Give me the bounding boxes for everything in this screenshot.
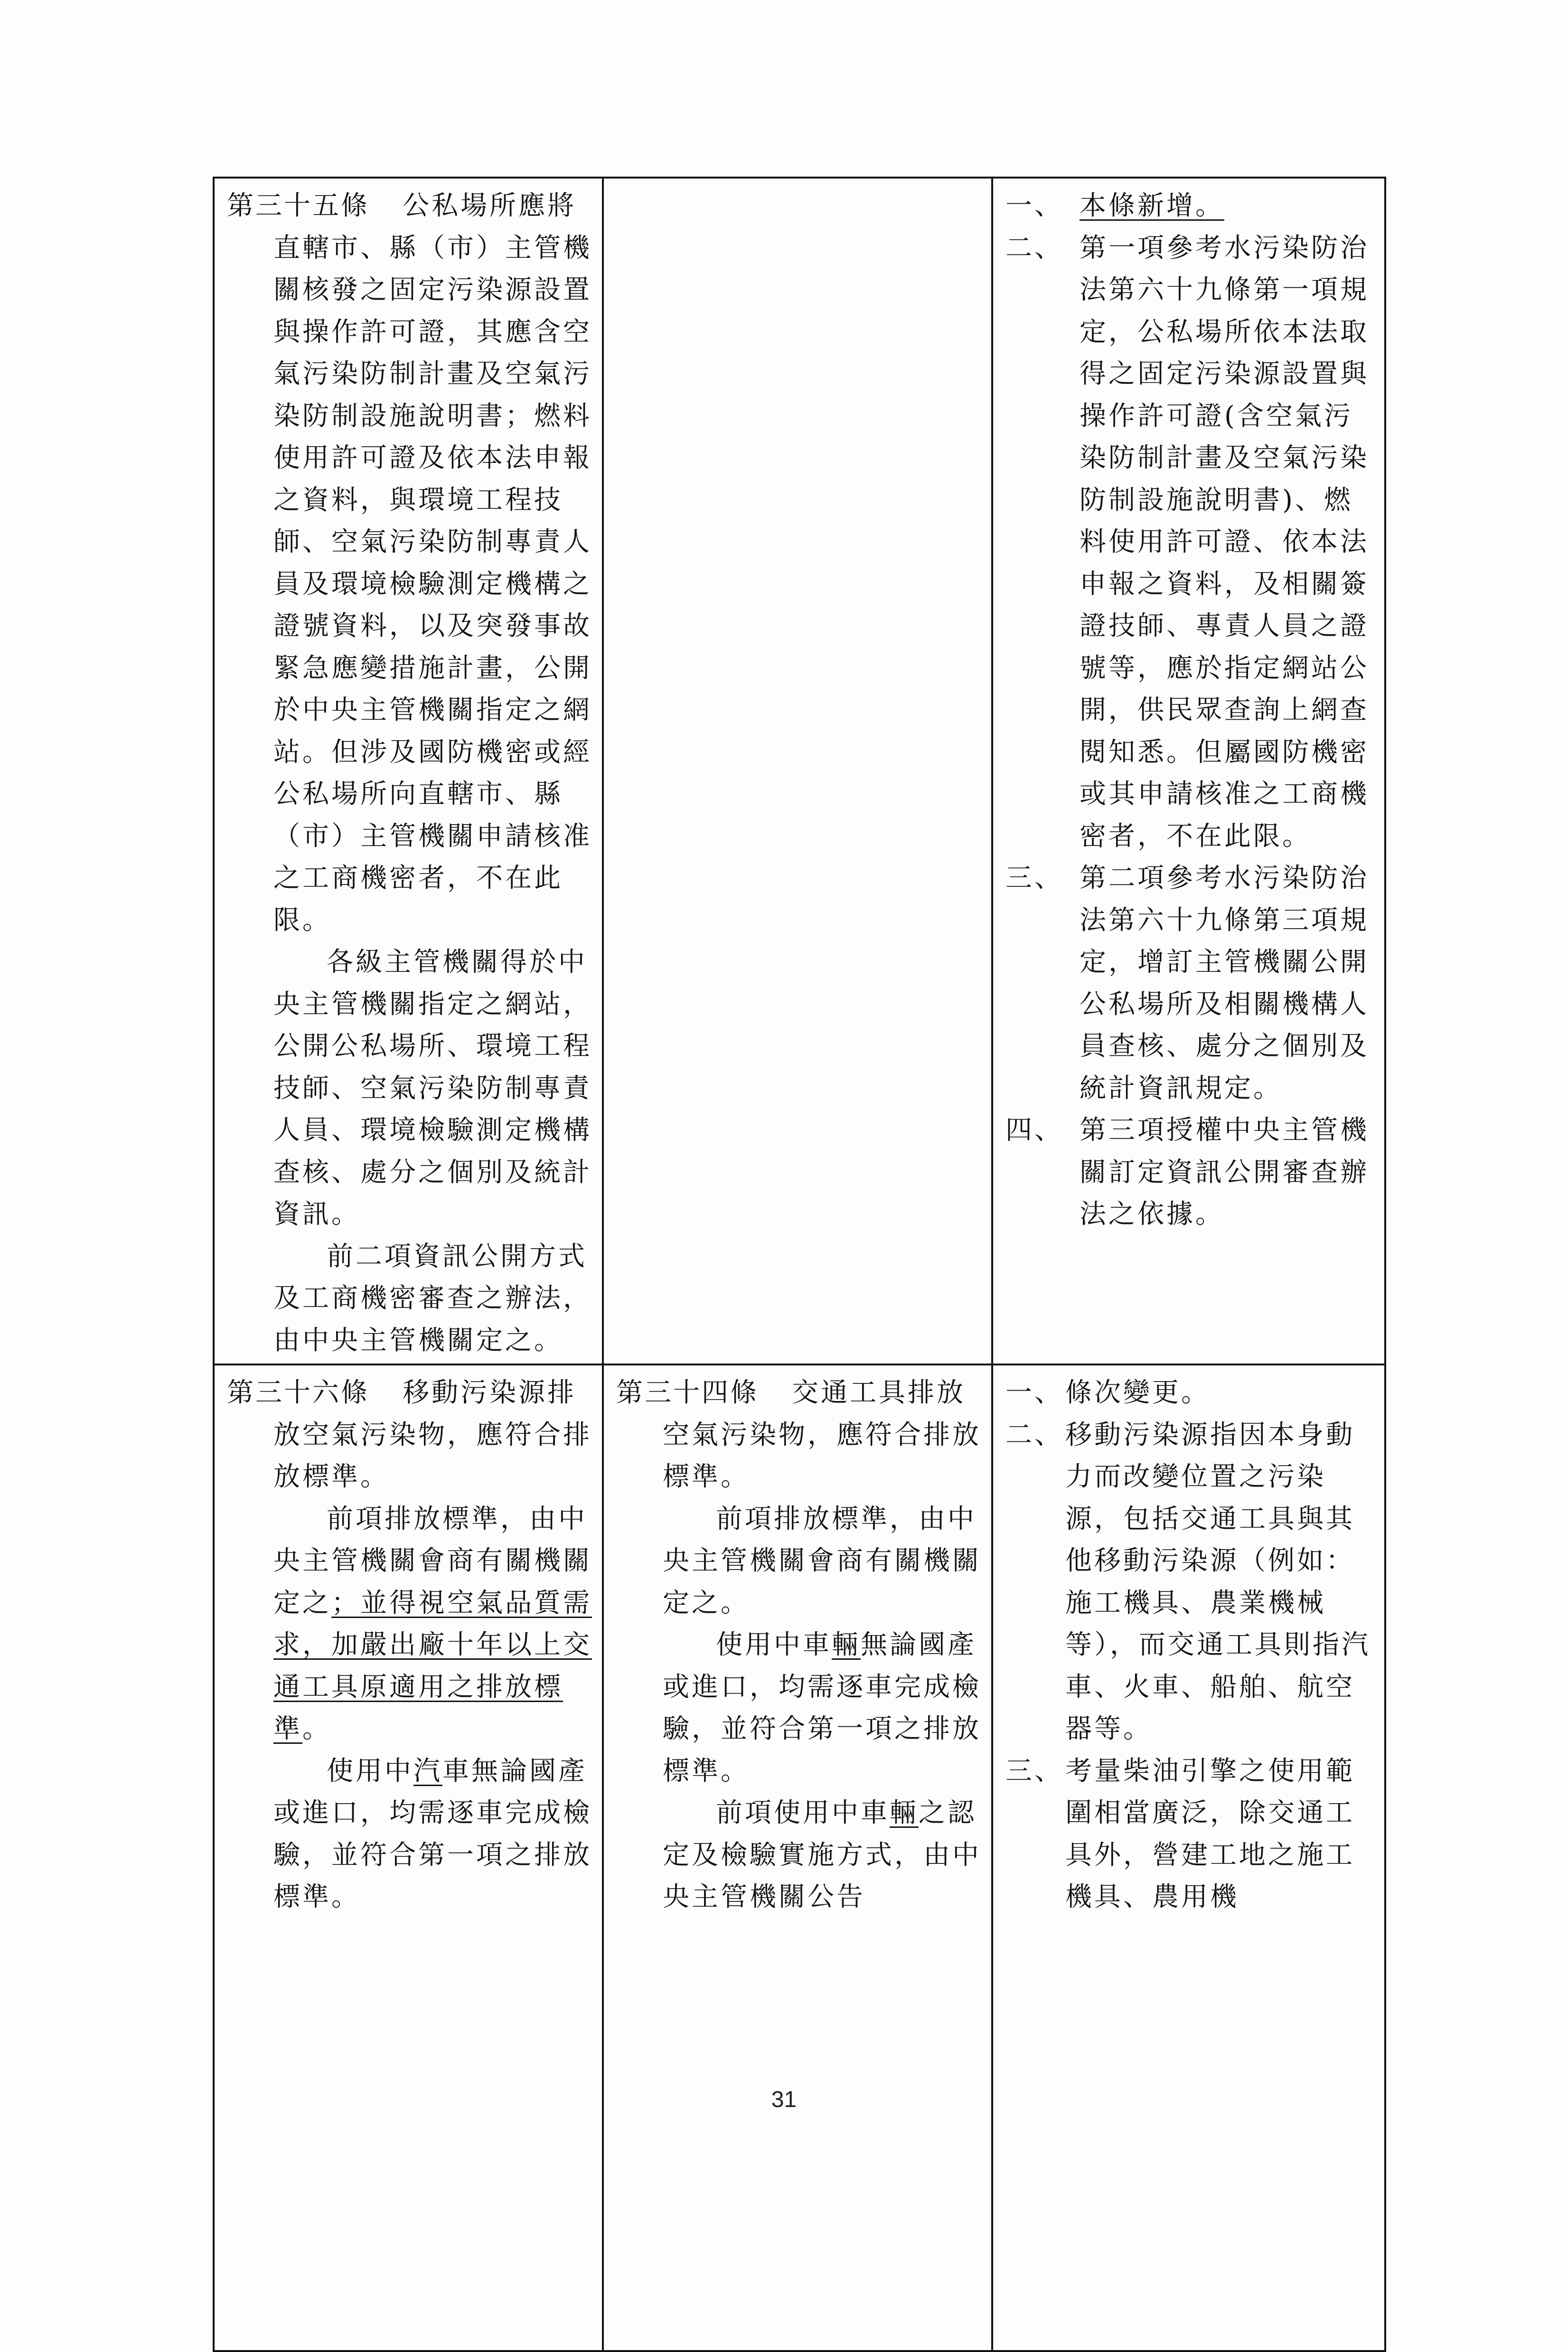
amended-text: 汽 bbox=[413, 1755, 442, 1787]
list-item bbox=[1005, 857, 1375, 1110]
list-number: 一、 bbox=[1005, 1377, 1063, 1408]
article-paragraph bbox=[616, 1624, 982, 1792]
list-text: 第三項授權中央主管機關訂定資訊公開審查辦法之依據。 bbox=[1080, 1115, 1369, 1230]
amended-text: ；並得視空氣品質需求，加嚴出廠十年以上交通工具原適用之排放標準 bbox=[273, 1587, 592, 1744]
paragraph-text: 之認定及檢驗實施方式，由中央主管機關公告 bbox=[663, 1797, 981, 1912]
article-paragraph bbox=[616, 1792, 982, 1919]
list-text: 移動污染源指因本身動力而改變位置之污染源，包括交通工具與其他移動污染源（例如：施工機具、農業機械等），而交通工具則指汽車、火車、船舶、航空器等。 bbox=[1065, 1419, 1371, 1744]
list-item bbox=[1005, 1110, 1375, 1236]
article-label: 第三十六條 bbox=[227, 1377, 369, 1408]
paragraph-text: 車無論國產或進口，均需逐車完成檢驗，並符合第一項之排放標準。 bbox=[273, 1755, 592, 1912]
paragraph-text: 使用中車 bbox=[716, 1629, 832, 1660]
explanation-list bbox=[1005, 1372, 1375, 1919]
list-text: 本條新增。 bbox=[1080, 190, 1224, 221]
explanation-cell bbox=[992, 1364, 1385, 2351]
current-text-cell bbox=[603, 1364, 992, 2351]
article-paragraph bbox=[227, 1498, 592, 1750]
table-row bbox=[214, 178, 1385, 1364]
amended-text: 輛 bbox=[890, 1797, 919, 1828]
explanation-cell bbox=[992, 178, 1385, 1364]
list-number: 三、 bbox=[1005, 1755, 1063, 1787]
list-item bbox=[1005, 1750, 1375, 1919]
list-item bbox=[1005, 185, 1375, 227]
paragraph-text: 公私場所應將直轄市、縣（市）主管機關核發之固定污染源設置與操作許可證，其應含空氣污染防制計畫及空氣污染防制設施說明書；燃料使用許可證及依本法申報之資料，與環境工程技師、空氣污染防制專責人員及環境檢驗測定機構之證號資料，以及突發事故緊急應變措施計畫，公開於中央主管機關指定之網站。但涉及國防機密或經公私場所向直轄市、縣（市）主管機關申請核准之工商機密者，不在此限。 bbox=[273, 190, 592, 936]
amended-text-cell bbox=[214, 178, 603, 1364]
explanation-list bbox=[1005, 185, 1375, 1236]
paragraph-text: 前項排放標準，由中央主管機關會商有關機關定之 bbox=[273, 1503, 592, 1618]
comparison-table bbox=[213, 177, 1386, 2352]
list-number: 二、 bbox=[1005, 1419, 1063, 1450]
article-label: 第三十五條 bbox=[227, 190, 369, 221]
article-paragraph bbox=[616, 1372, 982, 1498]
article-paragraph: 前項排放標準，由中央主管機關會商有關機關定之。 bbox=[663, 1503, 981, 1618]
list-item bbox=[1005, 1372, 1375, 1414]
article-paragraph bbox=[227, 1750, 592, 1919]
article-paragraph: 前二項資訊公開方式及工商機密審查之辦法，由中央主管機關定之。 bbox=[273, 1241, 592, 1356]
paragraph-text: 移動污染源排放空氣污染物，應符合排放標準。 bbox=[273, 1377, 592, 1492]
list-text: 第一項參考水污染防治法第六十九條第一項規定，公私場所依本法取得之固定污染源設置與操作許可證(含空氣污染防制計畫及空氣污染防制設施說明書)、燃料使用許可證、依本法申報之資料，及相關簽證技師、專責人員之證號等，應於指定網站公開，供民眾查詢上網查閱知悉。但屬國防機密或其申請核准之工商機密者，不在此限。 bbox=[1080, 232, 1369, 852]
paragraph-text: 無論國產或進口，均需逐車完成檢驗，並符合第一項之排放標準。 bbox=[663, 1629, 981, 1787]
list-text: 條次變更。 bbox=[1065, 1377, 1210, 1408]
amended-text-cell bbox=[214, 1364, 603, 2351]
page-number: 31 bbox=[771, 2087, 797, 2112]
article-label: 第三十四條 bbox=[616, 1377, 759, 1408]
paragraph-text: 使用中 bbox=[327, 1755, 413, 1787]
list-item bbox=[1005, 227, 1375, 858]
list-item bbox=[1005, 1414, 1375, 1750]
list-number: 一、 bbox=[1005, 190, 1063, 221]
list-text: 第二項參考水污染防治法第六十九條第三項規定，增訂主管機關公開公私場所及相關機構人員查核、處分之個別及統計資訊規定。 bbox=[1080, 863, 1369, 1104]
paragraph-text: 。 bbox=[302, 1713, 331, 1744]
list-number: 四、 bbox=[1005, 1115, 1063, 1146]
amended-text: 輛 bbox=[832, 1629, 861, 1660]
paragraph-text: 前項使用中車 bbox=[716, 1797, 890, 1828]
list-number: 三、 bbox=[1005, 863, 1063, 894]
current-text-cell bbox=[603, 178, 992, 1364]
paragraph-text: 交通工具排放空氣污染物，應符合排放標準。 bbox=[663, 1377, 981, 1492]
article-paragraph bbox=[227, 185, 592, 941]
article-paragraph bbox=[227, 1372, 592, 1498]
list-number: 二、 bbox=[1005, 232, 1063, 263]
table-row bbox=[214, 1364, 1385, 2351]
article-paragraph: 各級主管機關得於中央主管機關指定之網站，公開公私場所、環境工程技師、空氣污染防制專責人員、環境檢驗測定機構查核、處分之個別及統計資訊。 bbox=[273, 947, 592, 1230]
list-text: 考量柴油引擎之使用範圍相當廣泛，除交通工具外，營建工地之施工機具、農用機 bbox=[1065, 1755, 1355, 1912]
